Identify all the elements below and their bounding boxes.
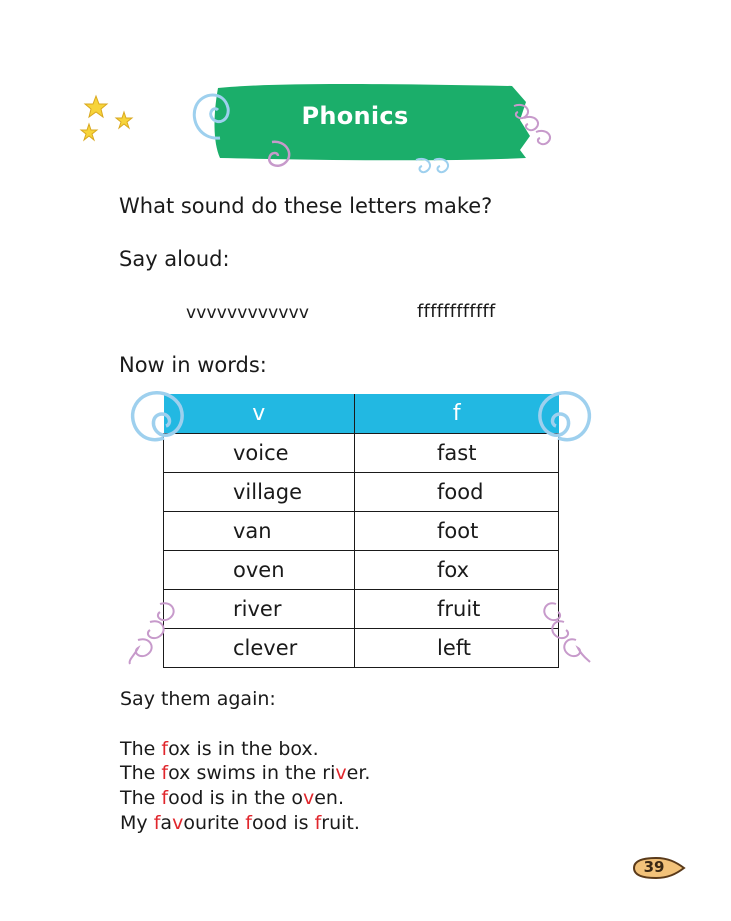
- word-cell-v: river: [164, 590, 355, 629]
- word-cell-v: village: [164, 473, 355, 512]
- table-header-row: [164, 394, 559, 434]
- word-cell-f: foot: [355, 512, 559, 551]
- highlighted-letter: f: [161, 762, 169, 784]
- word-cell-f: fox: [355, 551, 559, 590]
- highlighted-letter: v: [335, 762, 347, 784]
- highlighted-letter: f: [245, 812, 252, 834]
- column-header-v: v: [164, 394, 355, 434]
- sentence-2: The fox swims in the river.: [120, 762, 371, 784]
- instruction-say-aloud: Say aloud:: [119, 247, 230, 271]
- highlighted-letter: f: [314, 812, 322, 834]
- word-cell-v: oven: [164, 551, 355, 590]
- word-cell-f: fruit: [355, 590, 559, 629]
- instruction-say-again: Say them again:: [120, 688, 276, 710]
- table-row: [164, 551, 559, 590]
- title-banner: [190, 80, 570, 190]
- word-cell-f: fast: [355, 434, 559, 473]
- table-row: [164, 473, 559, 512]
- sound-v-sequence: vvvvvvvvvvvv: [186, 303, 310, 323]
- page-number: 39: [643, 858, 665, 876]
- word-cell-f: left: [355, 629, 559, 668]
- column-header-f: f: [355, 394, 559, 434]
- highlighted-letter: v: [172, 812, 184, 834]
- sentence-4: My favourite food is fruit.: [120, 812, 360, 834]
- sound-f-sequence: ffffffffffff: [417, 301, 496, 322]
- star-icon: [81, 124, 97, 140]
- swirl-icon: [416, 159, 448, 172]
- table-row: [164, 434, 559, 473]
- word-cell-v: van: [164, 512, 355, 551]
- table-row: [164, 512, 559, 551]
- sentence-1: The fox is in the box.: [120, 738, 319, 760]
- highlighted-letter: f: [161, 738, 169, 760]
- highlighted-letter: v: [302, 787, 315, 809]
- phonics-word-table: [163, 394, 559, 668]
- word-cell-v: voice: [164, 434, 355, 473]
- star-icon: [85, 96, 107, 117]
- highlighted-letter: f: [153, 812, 161, 834]
- table-row: [164, 629, 559, 668]
- sentence-3: The food is in the oven.: [120, 787, 344, 809]
- star-icon: [116, 112, 132, 128]
- highlighted-letter: f: [161, 787, 169, 809]
- word-cell-v: clever: [164, 629, 355, 668]
- page-title: Phonics: [301, 102, 409, 130]
- table-row: [164, 590, 559, 629]
- word-cell-f: food: [355, 473, 559, 512]
- instruction-now-in-words: Now in words:: [119, 353, 267, 377]
- stars-decoration: [78, 92, 138, 152]
- question-what-sound: What sound do these letters make?: [119, 194, 493, 218]
